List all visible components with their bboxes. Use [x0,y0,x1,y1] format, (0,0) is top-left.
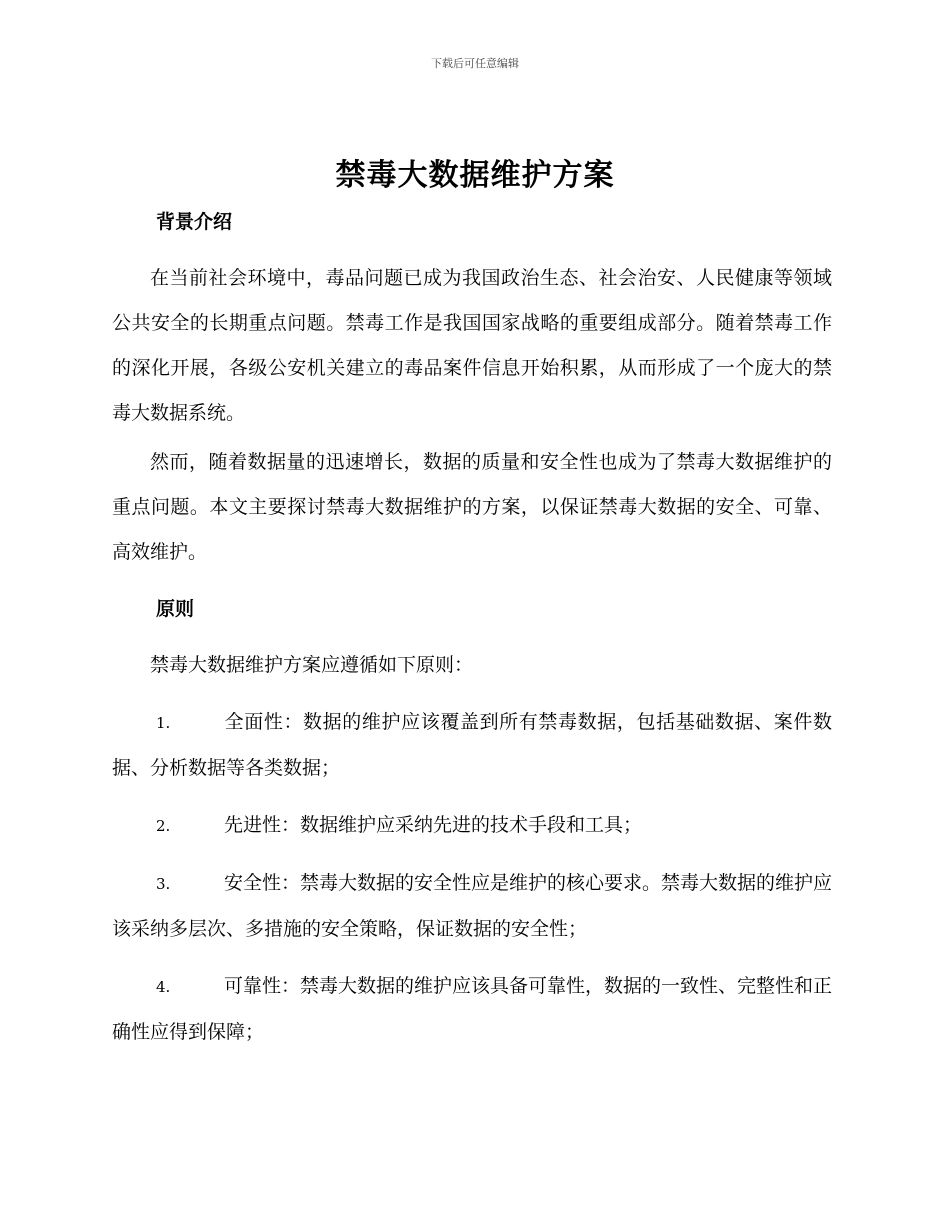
list-item-text: 全面性：数据的维护应该覆盖到所有禁毒数据，包括基础数据、案件数据、分析数据等各类数据； [112,711,832,779]
list-item-number: 2. [156,817,171,835]
list-item [112,700,832,791]
list-item [112,803,832,849]
section-heading-background: 背景介绍 [156,211,233,233]
paragraph-background-2: 然而，随着数据量的迅速增长，数据的质量和安全性也成为了禁毒大数据维护的重点问题。本文主要探讨禁毒大数据维护的方案，以保证禁毒大数据的安全、可靠、高效维护。 [112,451,832,563]
list-item-text: 安全性：禁毒大数据的安全性应是维护的核心要求。禁毒大数据的维护应该采纳多层次、多措施的安全策略，保证数据的安全性； [112,872,833,940]
list-item-number: 1. [156,714,171,732]
principles-intro: 禁毒大数据维护方案应遵循如下原则： [150,654,474,676]
paragraph-background-1: 在当前社会环境中，毒品问题已成为我国政治生态、社会治安、人民健康等领域公共安全的长期重点问题。禁毒工作是我国国家战略的重要组成部分。随着禁毒工作的深化开展，各级公安机关建立的毒品案件信息开始积累，从而形成了一个庞大的禁毒大数据系统。 [112,267,832,424]
list-item-number: 3. [156,875,171,893]
document-body [112,200,832,1055]
page-header: 下载后可任意编辑 [431,57,519,70]
list-item [112,861,832,952]
section-heading-principles: 原则 [156,598,195,620]
document-title: 禁毒大数据维护方案 [335,158,615,193]
list-item-text: 可靠性：禁毒大数据的维护应该具备可靠性，数据的一致性、完整性和正确性应得到保障； [112,975,833,1043]
list-item-text: 先进性：数据维护应采纳先进的技术手段和工具； [224,814,643,836]
list-item-number: 4. [156,978,171,996]
list-item [112,964,832,1055]
